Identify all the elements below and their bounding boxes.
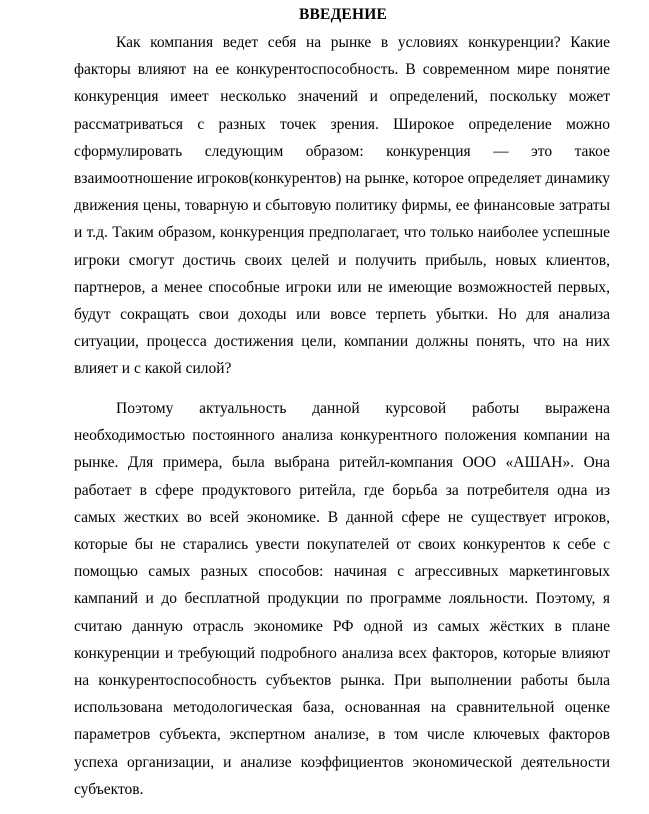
section-heading: ВВЕДЕНИЕ — [298, 6, 388, 23]
paragraph-relevance: Поэтому актуальность данной курсовой работы выражена необходимостью постоянного анализа конкурентного положения компании на рынке. Для примера, была выбрана ритейл-компания ООО «АШАН». Она работает в сфере продуктового ритейла, где борьба за потребителя одна из самых жестких во всей экономике. В данной сфере не существует игроков, которые бы не старались увести покупателей от своих конкурентов к себе с помощью самых разных способов: начиная с агрессивных маркетинговых кампаний и до бесплатной продукции по программе лояльности. Поэтому, я считаю данную отрасль экономике РФ одной из самых жёстких в плане конкуренции и требующий подробного анализа всех факторов, которые влияют на конкурентоспособность субъектов рынка. При выполнении работы была использована методологическая база, основанная на сравнительной оценке параметров субъекта, экспертном анализе, в том числе ключевых факторов успеха организации, и анализе коэффициентов экономической деятельности субъектов. — [74, 400, 610, 798]
paragraph-introduction: Как компания ведет себя на рынке в условиях конкуренции? Какие факторы влияют на ее конкурентоспособность. В современном мире понятие конкуренция имеет несколько значений и определений, поскольку может рассматриваться с разных точек зрения. Широкое определение можно сформулировать следующим образом: конкуренция — это такое взаимоотношение игроков(конкурентов) на рынке, которое определяет динамику движения цены, товарную и сбытовую политику фирмы, ее финансовые затраты и т.д. Таким образом, конкуренция предполагает, что только наиболее успешные игроки смогут достичь своих целей и получить прибыль, новых клиентов, партнеров, а менее способные игроки или не имеющие возможностей первых, будут сокращать свои доходы или вовсе терпеть убытки. Но для анализа ситуации, процесса достижения цели, компании должны понять, что на них влияет и с какой силой? — [74, 34, 610, 378]
